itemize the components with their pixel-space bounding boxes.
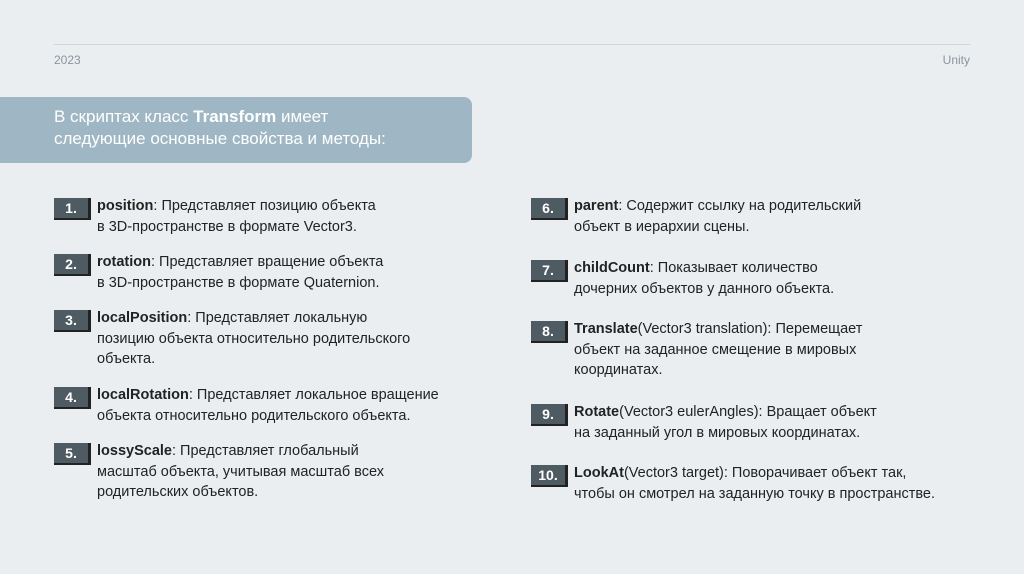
item-keyword: localRotation [97, 387, 189, 403]
item-description: localRotation: Представляет локальное вращение объекта относительно родительского объекта. [97, 387, 439, 424]
item-keyword: position [97, 198, 154, 214]
item-keyword: Translate [574, 321, 638, 337]
item-description: Translate(Vector3 translation): Перемещает объект на заданное смещение в мировых координатах. [574, 321, 863, 378]
title-line-2: следующие основные свойства и методы: [54, 129, 386, 148]
item-number-badge: 2. [54, 254, 91, 276]
item-keyword: lossyScale [97, 443, 172, 459]
item-description: parent: Содержит ссылку на родительский объект в иерархии сцены. [574, 198, 862, 235]
item-number-badge: 5. [54, 443, 91, 465]
slide-title [54, 106, 386, 150]
item-number-badge: 4. [54, 387, 91, 409]
title-keyword: Transform [193, 107, 277, 126]
item-number-badge: 3. [54, 310, 91, 332]
item-keyword: childCount [574, 260, 650, 276]
item-description: Rotate(Vector3 eulerAngles): Вращает объект на заданный угол в мировых координатах. [574, 404, 877, 441]
item-description: childCount: Показывает количество дочерних объектов у данного объекта. [574, 260, 835, 297]
item-description: lossyScale: Представляет глобальный масштаб объекта, учитывая масштаб всех родительских объектов. [97, 443, 384, 500]
item-description: position: Представляет позицию объекта в 3D-пространстве в формате Vector3. [97, 198, 376, 235]
header-divider [54, 44, 970, 45]
item-keyword: rotation [97, 254, 151, 270]
brand-label: Unity [942, 53, 970, 67]
item-keyword: parent [574, 198, 619, 214]
year-label: 2023 [54, 53, 81, 67]
item-number-badge: 7. [531, 260, 568, 282]
item-number-badge: 10. [531, 465, 568, 487]
item-keyword: LookAt [574, 465, 624, 481]
item-description: rotation: Представляет вращение объекта в 3D-пространстве в формате Quaternion. [97, 254, 384, 291]
item-keyword: Rotate [574, 404, 620, 420]
item-keyword: localPosition [97, 310, 188, 326]
item-description: localPosition: Представляет локальную позицию объекта относительно родительского объекта. [97, 310, 411, 367]
item-number-badge: 8. [531, 321, 568, 343]
item-description: LookAt(Vector3 target): Поворачивает объект так, чтобы он смотрел на заданную точку в пространстве. [574, 465, 936, 502]
item-number-badge: 6. [531, 198, 568, 220]
title-line-1: В скриптах класс Transform имеет [54, 107, 329, 126]
item-number-badge: 9. [531, 404, 568, 426]
item-number-badge: 1. [54, 198, 91, 220]
